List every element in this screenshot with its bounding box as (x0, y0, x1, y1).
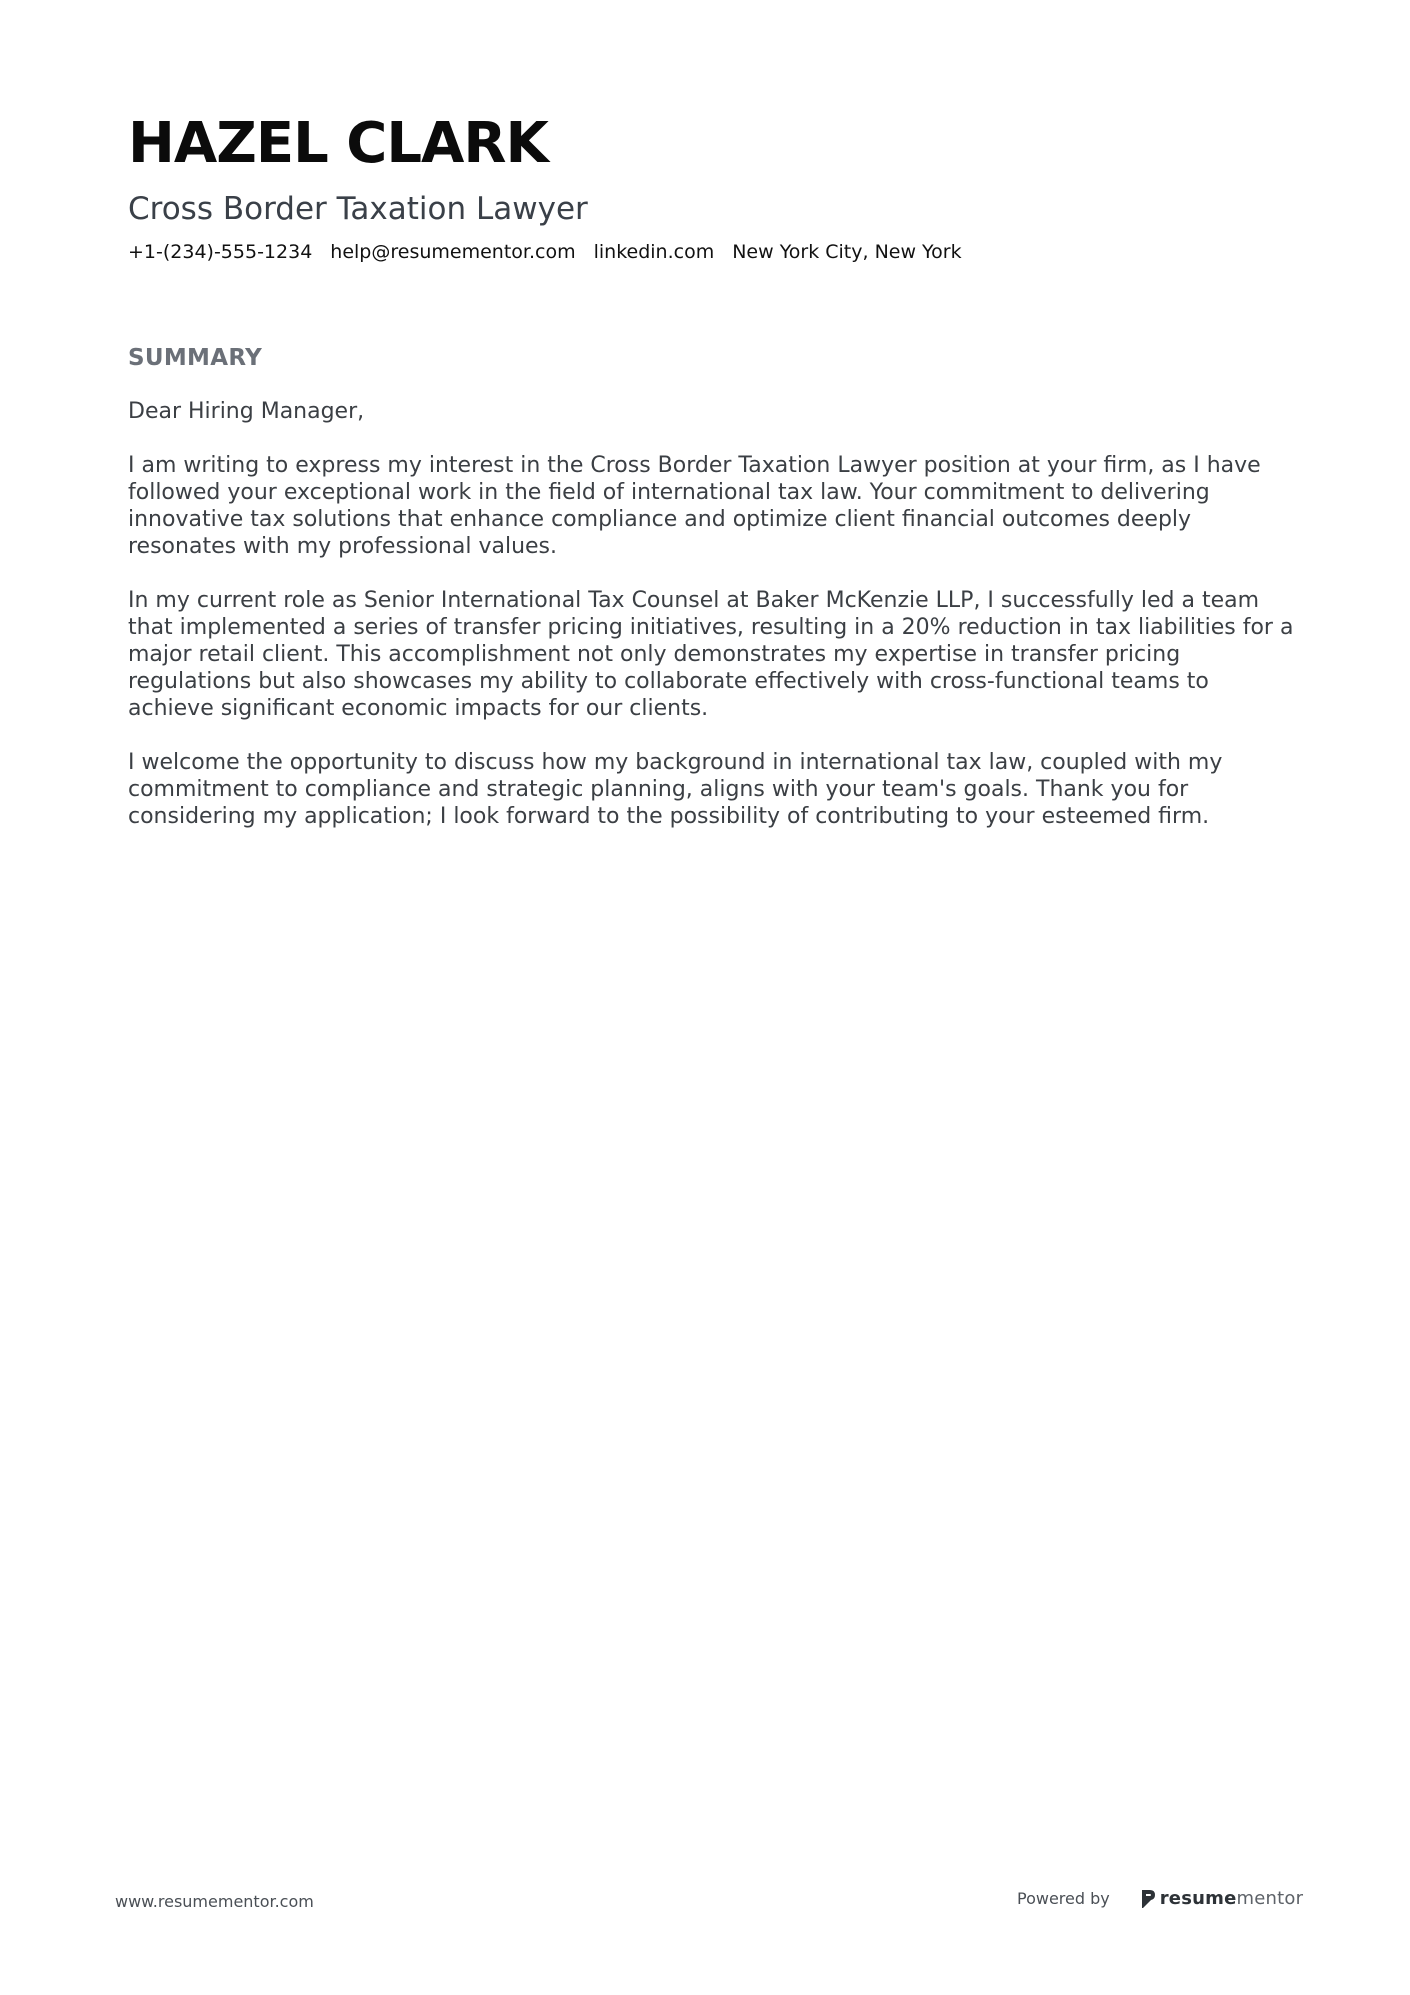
resume-header (128, 112, 1288, 264)
contact-email: help@resumementor.com (330, 241, 576, 263)
letter-paragraph-2: In my current role as Senior International Tax Counsel at Baker McKenzie LLP, I successfully led a team that implemented a series of transfer pricing initiatives, resulting in a 20% reduction in tax liabilities for a major retail client. This accomplishment not only demonstrates my expertise in transfer pricing regulations but also showcases my ability to collaborate effectively with cross-functional teams to achieve significant economic impacts for our clients. (128, 588, 1294, 721)
brand-wordmark-light: mentor (1236, 1888, 1304, 1909)
job-title: Cross Border Taxation Lawyer (128, 191, 588, 227)
contact-linkedin: linkedin.com (593, 241, 715, 263)
brand-logo (1140, 1888, 1303, 1910)
contact-info (128, 240, 1288, 264)
contact-location: New York City, New York (732, 241, 962, 263)
brand-wordmark-bold: resume (1159, 1888, 1237, 1909)
salutation: Dear Hiring Manager, (128, 399, 365, 424)
resumementor-logo-icon (1140, 1889, 1156, 1909)
brand-wordmark (1160, 1888, 1303, 1910)
letter-paragraph-1: I am writing to express my interest in the Cross Border Taxation Lawyer position at your firm, as I have followed your exceptional work in the field of international tax law. Your commitment to delivering innovative tax solutions that enhance compliance and optimize client financial outcomes deeply resonates with my professional values. (128, 453, 1261, 559)
contact-phone: +1-(234)-555-1234 (128, 241, 313, 263)
candidate-name: HAZEL CLARK (128, 111, 548, 176)
powered-by-label: Powered by (1017, 1889, 1110, 1908)
letter-body (128, 398, 1298, 857)
footer-website: www.resumementor.com (115, 1892, 314, 1911)
letter-paragraph-3: I welcome the opportunity to discuss how my background in international tax law, coupled with my commitment to compliance and strategic planning, aligns with your team's goals. Thank you for considering my application; I look forward to the possibility of contributing to your esteemed firm. (128, 750, 1223, 829)
summary-heading: SUMMARY (128, 345, 263, 371)
footer-branding (1017, 1888, 1303, 1910)
